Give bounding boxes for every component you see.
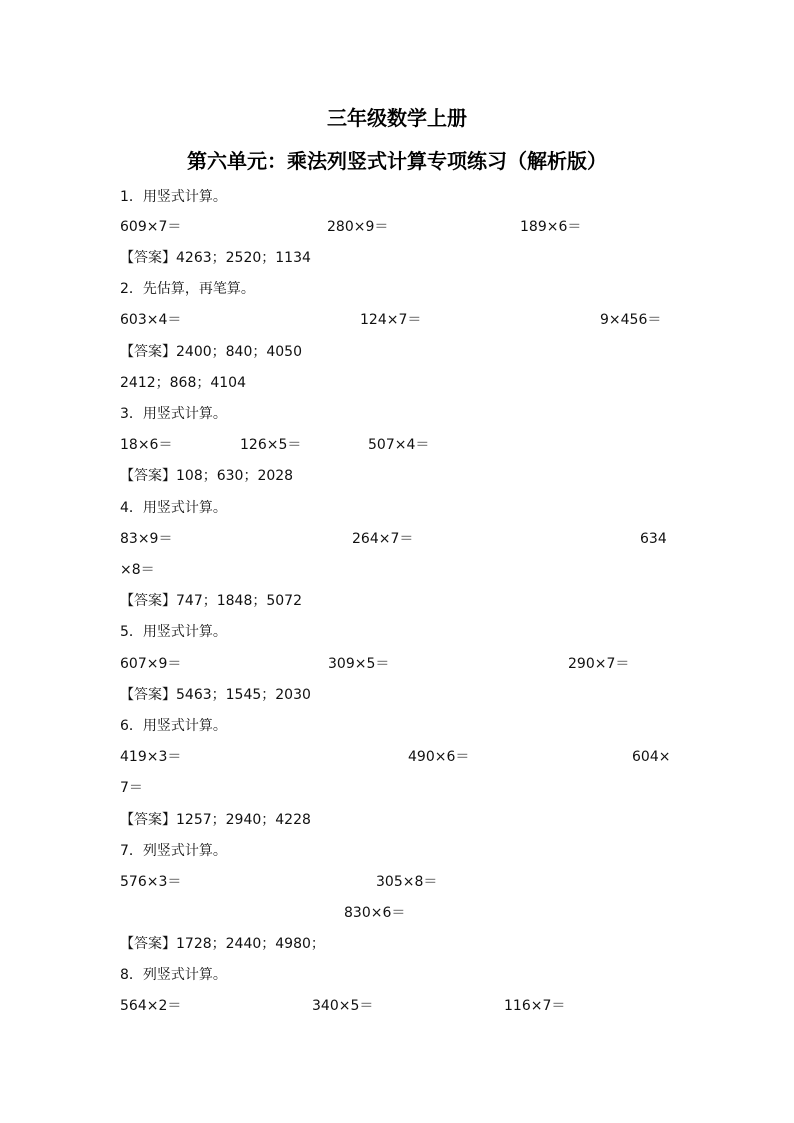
q2-problem-3: 9×456＝ [600, 312, 662, 328]
q8-problem-2: 340×5＝ [312, 998, 374, 1014]
q5-problem-3: 290×7＝ [568, 656, 630, 672]
q2-answer-line-2: 2412；868；4104 [120, 375, 246, 391]
document-subtitle: 第六单元：乘法列竖式计算专项练习（解析版） [187, 149, 607, 173]
q7-problem-3: 830×6＝ [344, 905, 406, 921]
q6-problem-3-part-2: 7＝ [120, 780, 143, 796]
q4-problem-1: 83×9＝ [120, 531, 173, 547]
q5-answer: 【答案】5463；1545；2030 [120, 687, 311, 703]
q4-problem-3-part-1: 634 [640, 531, 667, 547]
q8-problem-3: 116×7＝ [504, 998, 566, 1014]
q3-problem-3: 507×4＝ [368, 437, 430, 453]
q5-problem-1: 607×9＝ [120, 656, 182, 672]
q1-problem-1: 609×7＝ [120, 219, 182, 235]
question-6-heading: 6．用竖式计算。 [120, 718, 227, 734]
q3-problem-1: 18×6＝ [120, 437, 173, 453]
q1-answer: 【答案】4263；2520；1134 [120, 250, 311, 266]
question-1-heading: 1．用竖式计算。 [120, 189, 227, 205]
q2-problem-2: 124×7＝ [360, 312, 422, 328]
q3-problem-2: 126×5＝ [240, 437, 302, 453]
q4-answer: 【答案】747；1848；5072 [120, 593, 302, 609]
q7-answer: 【答案】1728；2440；4980； [120, 936, 325, 952]
q2-problem-1: 603×4＝ [120, 312, 182, 328]
question-8-heading: 8．列竖式计算。 [120, 967, 227, 983]
q4-problem-2: 264×7＝ [352, 531, 414, 547]
q6-answer: 【答案】1257；2940；4228 [120, 812, 311, 828]
q7-problem-1: 576×3＝ [120, 874, 182, 890]
question-3-heading: 3．用竖式计算。 [120, 406, 227, 422]
q8-problem-1: 564×2＝ [120, 998, 182, 1014]
q6-problem-2: 490×6＝ [408, 749, 470, 765]
question-5-heading: 5．用竖式计算。 [120, 624, 227, 640]
q6-problem-1: 419×3＝ [120, 749, 182, 765]
q7-problem-2: 305×8＝ [376, 874, 438, 890]
question-4-heading: 4．用竖式计算。 [120, 500, 227, 516]
question-2-heading: 2．先估算，再笔算。 [120, 281, 255, 297]
document-title: 三年级数学上册 [327, 106, 467, 130]
q4-problem-3-part-2: ×8＝ [120, 562, 155, 578]
q1-problem-2: 280×9＝ [327, 219, 389, 235]
q1-problem-3: 189×6＝ [520, 219, 582, 235]
question-7-heading: 7．列竖式计算。 [120, 843, 227, 859]
q6-problem-3-part-1: 604× [632, 749, 671, 765]
q2-answer: 【答案】2400；840；4050 [120, 344, 302, 360]
q5-problem-2: 309×5＝ [328, 656, 390, 672]
q3-answer: 【答案】108；630；2028 [120, 468, 294, 484]
